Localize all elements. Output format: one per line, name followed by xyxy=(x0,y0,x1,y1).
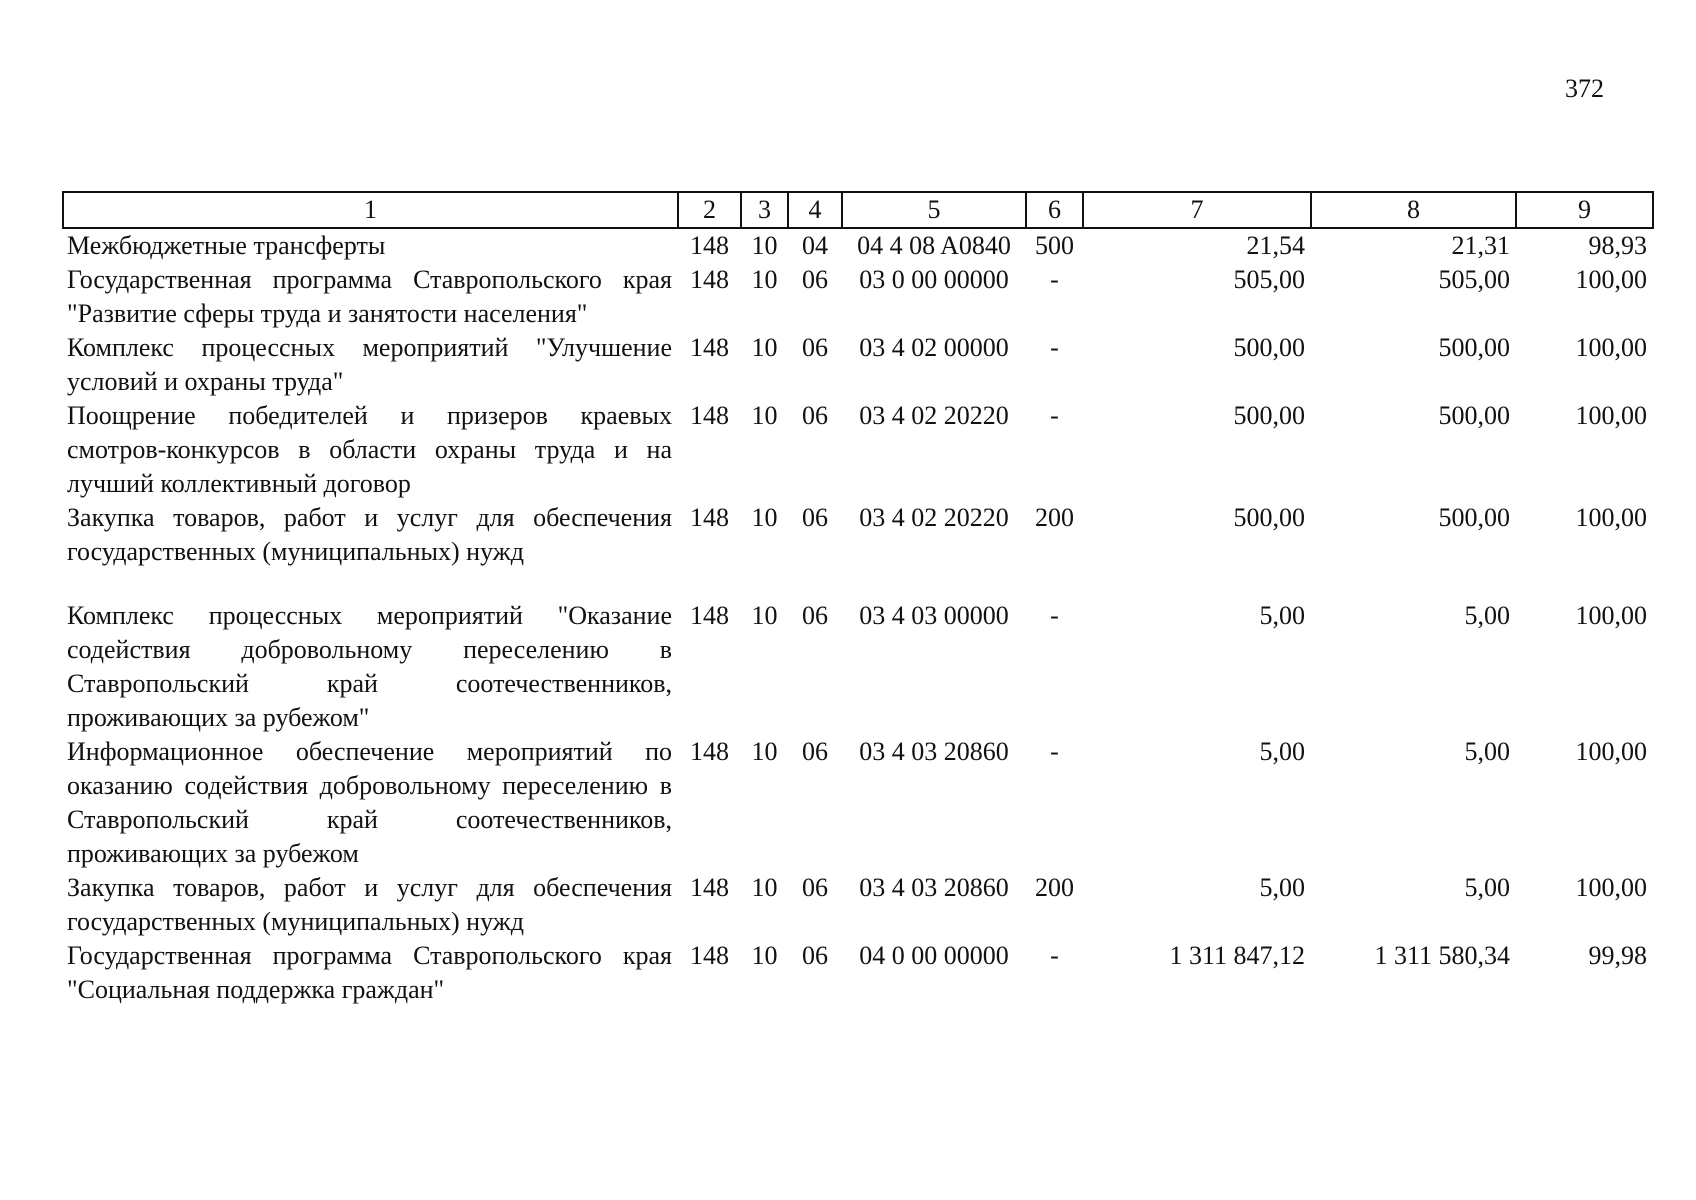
execution-percent: 100,00 xyxy=(1575,737,1647,766)
table-row xyxy=(63,939,1653,1007)
subsection-code: 06 xyxy=(802,941,828,970)
subsection-code: 04 xyxy=(802,231,828,260)
execution-percent: 100,00 xyxy=(1575,401,1647,430)
column-header: 1 xyxy=(63,192,678,228)
ministry-code: 148 xyxy=(690,503,729,532)
table-body xyxy=(63,228,1653,1007)
row-name: Информационное обеспечение мероприятий по оказанию содействия добровольному переселению в Ставропольский край соотечественников, проживающих за рубежом xyxy=(67,737,672,868)
target-article-code: 04 4 08 A0840 xyxy=(857,231,1011,260)
ministry-code: 148 xyxy=(690,737,729,766)
table-row xyxy=(63,501,1653,569)
column-header: 2 xyxy=(678,192,741,228)
row-name: Поощрение победителей и призеров краевых смотров-конкурсов в области охраны труда и на лучший коллективный договор xyxy=(67,401,672,498)
planned-amount: 500,00 xyxy=(1233,503,1305,532)
row-name: Закупка товаров, работ и услуг для обеспечения государственных (муниципальных) нужд xyxy=(67,873,672,936)
column-header: 4 xyxy=(788,192,842,228)
planned-amount: 505,00 xyxy=(1233,265,1305,294)
column-header: 8 xyxy=(1311,192,1516,228)
section-code: 10 xyxy=(751,265,778,294)
executed-amount: 5,00 xyxy=(1464,873,1510,902)
target-article-code: 03 4 02 20220 xyxy=(859,401,1009,430)
target-article-code: 03 4 03 20860 xyxy=(859,737,1009,766)
ministry-code: 148 xyxy=(690,941,729,970)
subsection-code: 06 xyxy=(802,333,828,362)
subsection-code: 06 xyxy=(802,601,828,630)
table-row xyxy=(63,399,1653,501)
expense-type-code: 200 xyxy=(1035,503,1074,532)
expense-type-code: - xyxy=(1050,401,1059,430)
table-row xyxy=(63,871,1653,939)
planned-amount: 21,54 xyxy=(1246,231,1305,260)
subsection-code: 06 xyxy=(802,265,828,294)
column-header: 6 xyxy=(1026,192,1083,228)
subsection-code: 06 xyxy=(802,503,828,532)
execution-percent: 99,98 xyxy=(1588,941,1647,970)
ministry-code: 148 xyxy=(690,333,729,362)
section-code: 10 xyxy=(751,873,778,902)
row-name: Закупка товаров, работ и услуг для обеспечения государственных (муниципальных) нужд xyxy=(67,503,672,566)
target-article-code: 03 4 03 00000 xyxy=(859,601,1009,630)
subsection-code: 06 xyxy=(802,873,828,902)
table-row xyxy=(63,331,1653,399)
section-code: 10 xyxy=(751,231,778,260)
row-name: Государственная программа Ставропольского края "Развитие сферы труда и занятости населения" xyxy=(67,265,672,328)
section-code: 10 xyxy=(751,333,778,362)
target-article-code: 03 4 02 00000 xyxy=(859,333,1009,362)
section-code: 10 xyxy=(751,601,778,630)
planned-amount: 1 311 847,12 xyxy=(1169,941,1305,970)
ministry-code: 148 xyxy=(690,601,729,630)
expense-type-code: - xyxy=(1050,265,1059,294)
expense-type-code: - xyxy=(1050,941,1059,970)
execution-percent: 100,00 xyxy=(1575,333,1647,362)
planned-amount: 500,00 xyxy=(1233,401,1305,430)
executed-amount: 505,00 xyxy=(1438,265,1510,294)
expense-type-code: 500 xyxy=(1035,231,1074,260)
target-article-code: 04 0 00 00000 xyxy=(859,941,1009,970)
executed-amount: 5,00 xyxy=(1464,737,1510,766)
ministry-code: 148 xyxy=(690,401,729,430)
row-name: Межбюджетные трансферты xyxy=(67,231,386,260)
executed-amount: 500,00 xyxy=(1438,503,1510,532)
column-header: 5 xyxy=(842,192,1026,228)
planned-amount: 5,00 xyxy=(1259,737,1305,766)
section-code: 10 xyxy=(751,941,778,970)
table-row xyxy=(63,735,1653,871)
executed-amount: 5,00 xyxy=(1464,601,1510,630)
expense-type-code: - xyxy=(1050,333,1059,362)
target-article-code: 03 4 03 20860 xyxy=(859,873,1009,902)
column-header: 9 xyxy=(1516,192,1653,228)
executed-amount: 500,00 xyxy=(1438,333,1510,362)
section-code: 10 xyxy=(751,401,778,430)
row-name: Комплекс процессных мероприятий "Оказание содействия добровольному переселению в Ставропольский край соотечественников, проживающих за рубежом" xyxy=(67,601,672,732)
expense-type-code: 200 xyxy=(1035,873,1074,902)
expense-type-code: - xyxy=(1050,737,1059,766)
ministry-code: 148 xyxy=(690,231,729,260)
target-article-code: 03 4 02 20220 xyxy=(859,503,1009,532)
expense-type-code: - xyxy=(1050,601,1059,630)
row-name: Государственная программа Ставропольского края "Социальная поддержка граждан" xyxy=(67,941,672,1004)
column-header: 3 xyxy=(741,192,788,228)
execution-percent: 100,00 xyxy=(1575,503,1647,532)
execution-percent: 100,00 xyxy=(1575,265,1647,294)
subsection-code: 06 xyxy=(802,737,828,766)
section-code: 10 xyxy=(751,503,778,532)
execution-percent: 98,93 xyxy=(1588,231,1647,260)
ministry-code: 148 xyxy=(690,265,729,294)
ministry-code: 148 xyxy=(690,873,729,902)
planned-amount: 5,00 xyxy=(1259,873,1305,902)
planned-amount: 500,00 xyxy=(1233,333,1305,362)
column-number-header-row xyxy=(63,192,1653,228)
executed-amount: 1 311 580,34 xyxy=(1374,941,1510,970)
executed-amount: 21,31 xyxy=(1451,231,1510,260)
execution-percent: 100,00 xyxy=(1575,601,1647,630)
section-code: 10 xyxy=(751,737,778,766)
column-header: 7 xyxy=(1083,192,1311,228)
execution-percent: 100,00 xyxy=(1575,873,1647,902)
table-row xyxy=(63,263,1653,331)
subsection-code: 06 xyxy=(802,401,828,430)
table-row xyxy=(63,228,1653,263)
row-name: Комплекс процессных мероприятий "Улучшение условий и охраны труда" xyxy=(67,333,672,396)
table-row xyxy=(63,569,1653,735)
planned-amount: 5,00 xyxy=(1259,601,1305,630)
executed-amount: 500,00 xyxy=(1438,401,1510,430)
target-article-code: 03 0 00 00000 xyxy=(859,265,1009,294)
budget-table xyxy=(62,191,1654,1007)
page-number: 372 xyxy=(1565,74,1604,103)
